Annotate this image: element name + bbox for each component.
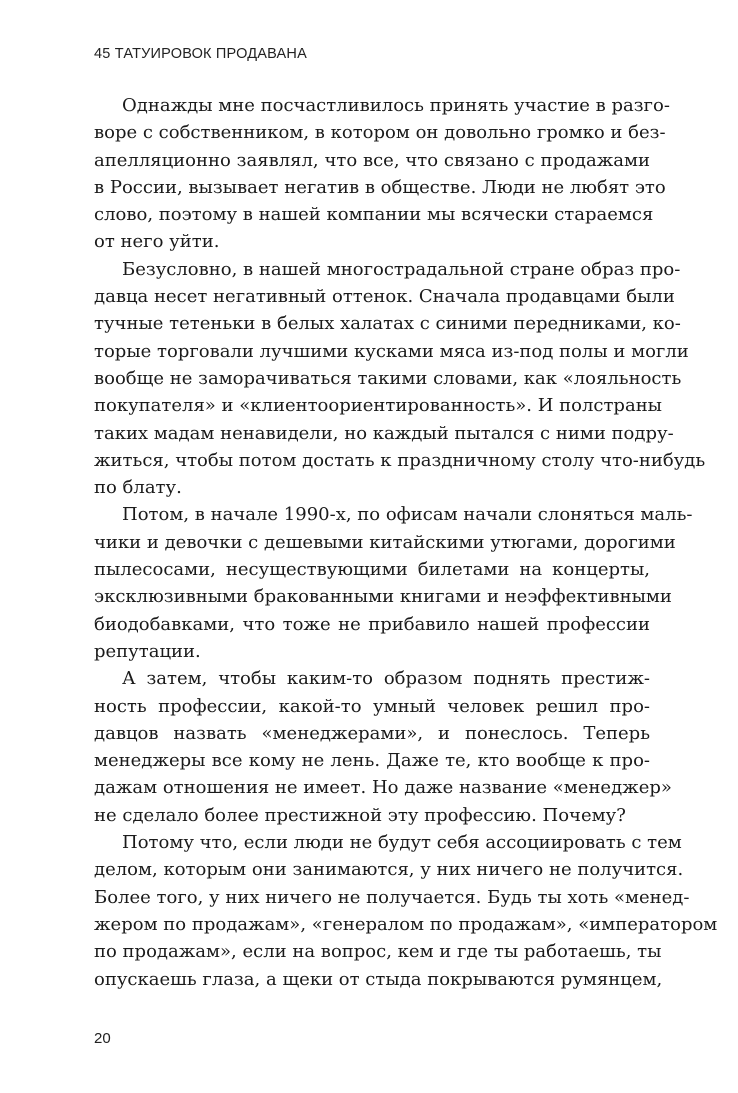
text-line: А затем, чтобы каким-то образом поднять престиж- [122,668,650,690]
text-line: жером по продажам», «генералом по продажам», «императором [94,913,718,935]
text-line: апелляционно заявлял, что все, что связано с продажами [94,149,650,171]
text-line: Потом, в начале 1990-х, по офисам начали слоняться маль- [122,504,693,526]
text-line: тучные тетеньки в белых халатах с синими передниками, ко- [94,313,681,335]
text-line: биодобавками, что тоже не прибавило нашей профессии [94,613,650,635]
page-number: 20 [94,1030,111,1047]
text-line: не сделало более престижной эту профессию. Почему? [94,804,626,826]
text-line: Безусловно, в нашей многострадальной стране образ про- [122,258,681,280]
text-line: опускаешь глаза, а щеки от стыда покрываются румянцем, [94,968,663,990]
text-line: воре с собственником, в котором он довольно громко и без- [94,122,666,144]
text-line: слово, поэтому в нашей компании мы всячески стараемся [94,204,654,226]
text-line: по блату. [94,477,182,499]
text-line: чики и девочки с дешевыми китайскими утюгами, дорогими [94,531,676,553]
paragraph [94,501,693,665]
text-line: Потому что, если люди не будут себя ассоциировать с тем [122,832,682,854]
text-line: от него уйти. [94,231,220,253]
text-line: житься, чтобы потом достать к праздничному столу что-нибудь [94,449,706,471]
text-line: таких мадам ненавидели, но каждый пытался с ними подру- [94,422,674,444]
text-line: менеджеры все кому не лень. Даже те, кто вообще к про- [94,750,650,772]
text-line: пылесосами, несуществующими билетами на концерты, [94,559,650,581]
text-line: давцов назвать «менеджерами», и понеслось. Теперь [94,722,650,744]
text-line: эксклюзивными бракованными книгами и неэффективными [94,586,672,608]
paragraph [94,92,670,256]
text-line: Однажды мне посчастливилось принять участие в разго- [122,95,670,116]
text-line: покупателя» и «клиентоориентированность». И полстраны [94,395,663,417]
text-line: делом, которым они занимаются, у них ничего не получится. [94,859,684,881]
running-head: 45 ТАТУИРОВОК ПРОДАВАНА [94,46,307,62]
text-line: давца несет негативный оттенок. Сначала продавцами были [94,286,675,308]
text-line: дажам отношения не имеет. Но даже название «менеджер» [94,777,672,799]
paragraph [94,256,706,502]
text-line: Более того, у них ничего не получается. Будь ты хоть «менед- [94,886,690,908]
text-line: торые торговали лучшими кусками мяса из-под полы и могли [94,340,689,362]
text-line: по продажам», если на вопрос, кем и где ты работаешь, ты [94,941,662,963]
text-line: в России, вызывает негатив в обществе. Люди не любят это [94,176,666,198]
paragraph [94,665,672,829]
paragraph [94,829,718,993]
text-line: вообще не заморачиваться такими словами, как «лояльность [94,367,682,389]
text-line: ность профессии, какой-то умный человек решил про- [94,695,650,717]
body-text [94,92,718,993]
text-line: репутации. [94,640,201,662]
